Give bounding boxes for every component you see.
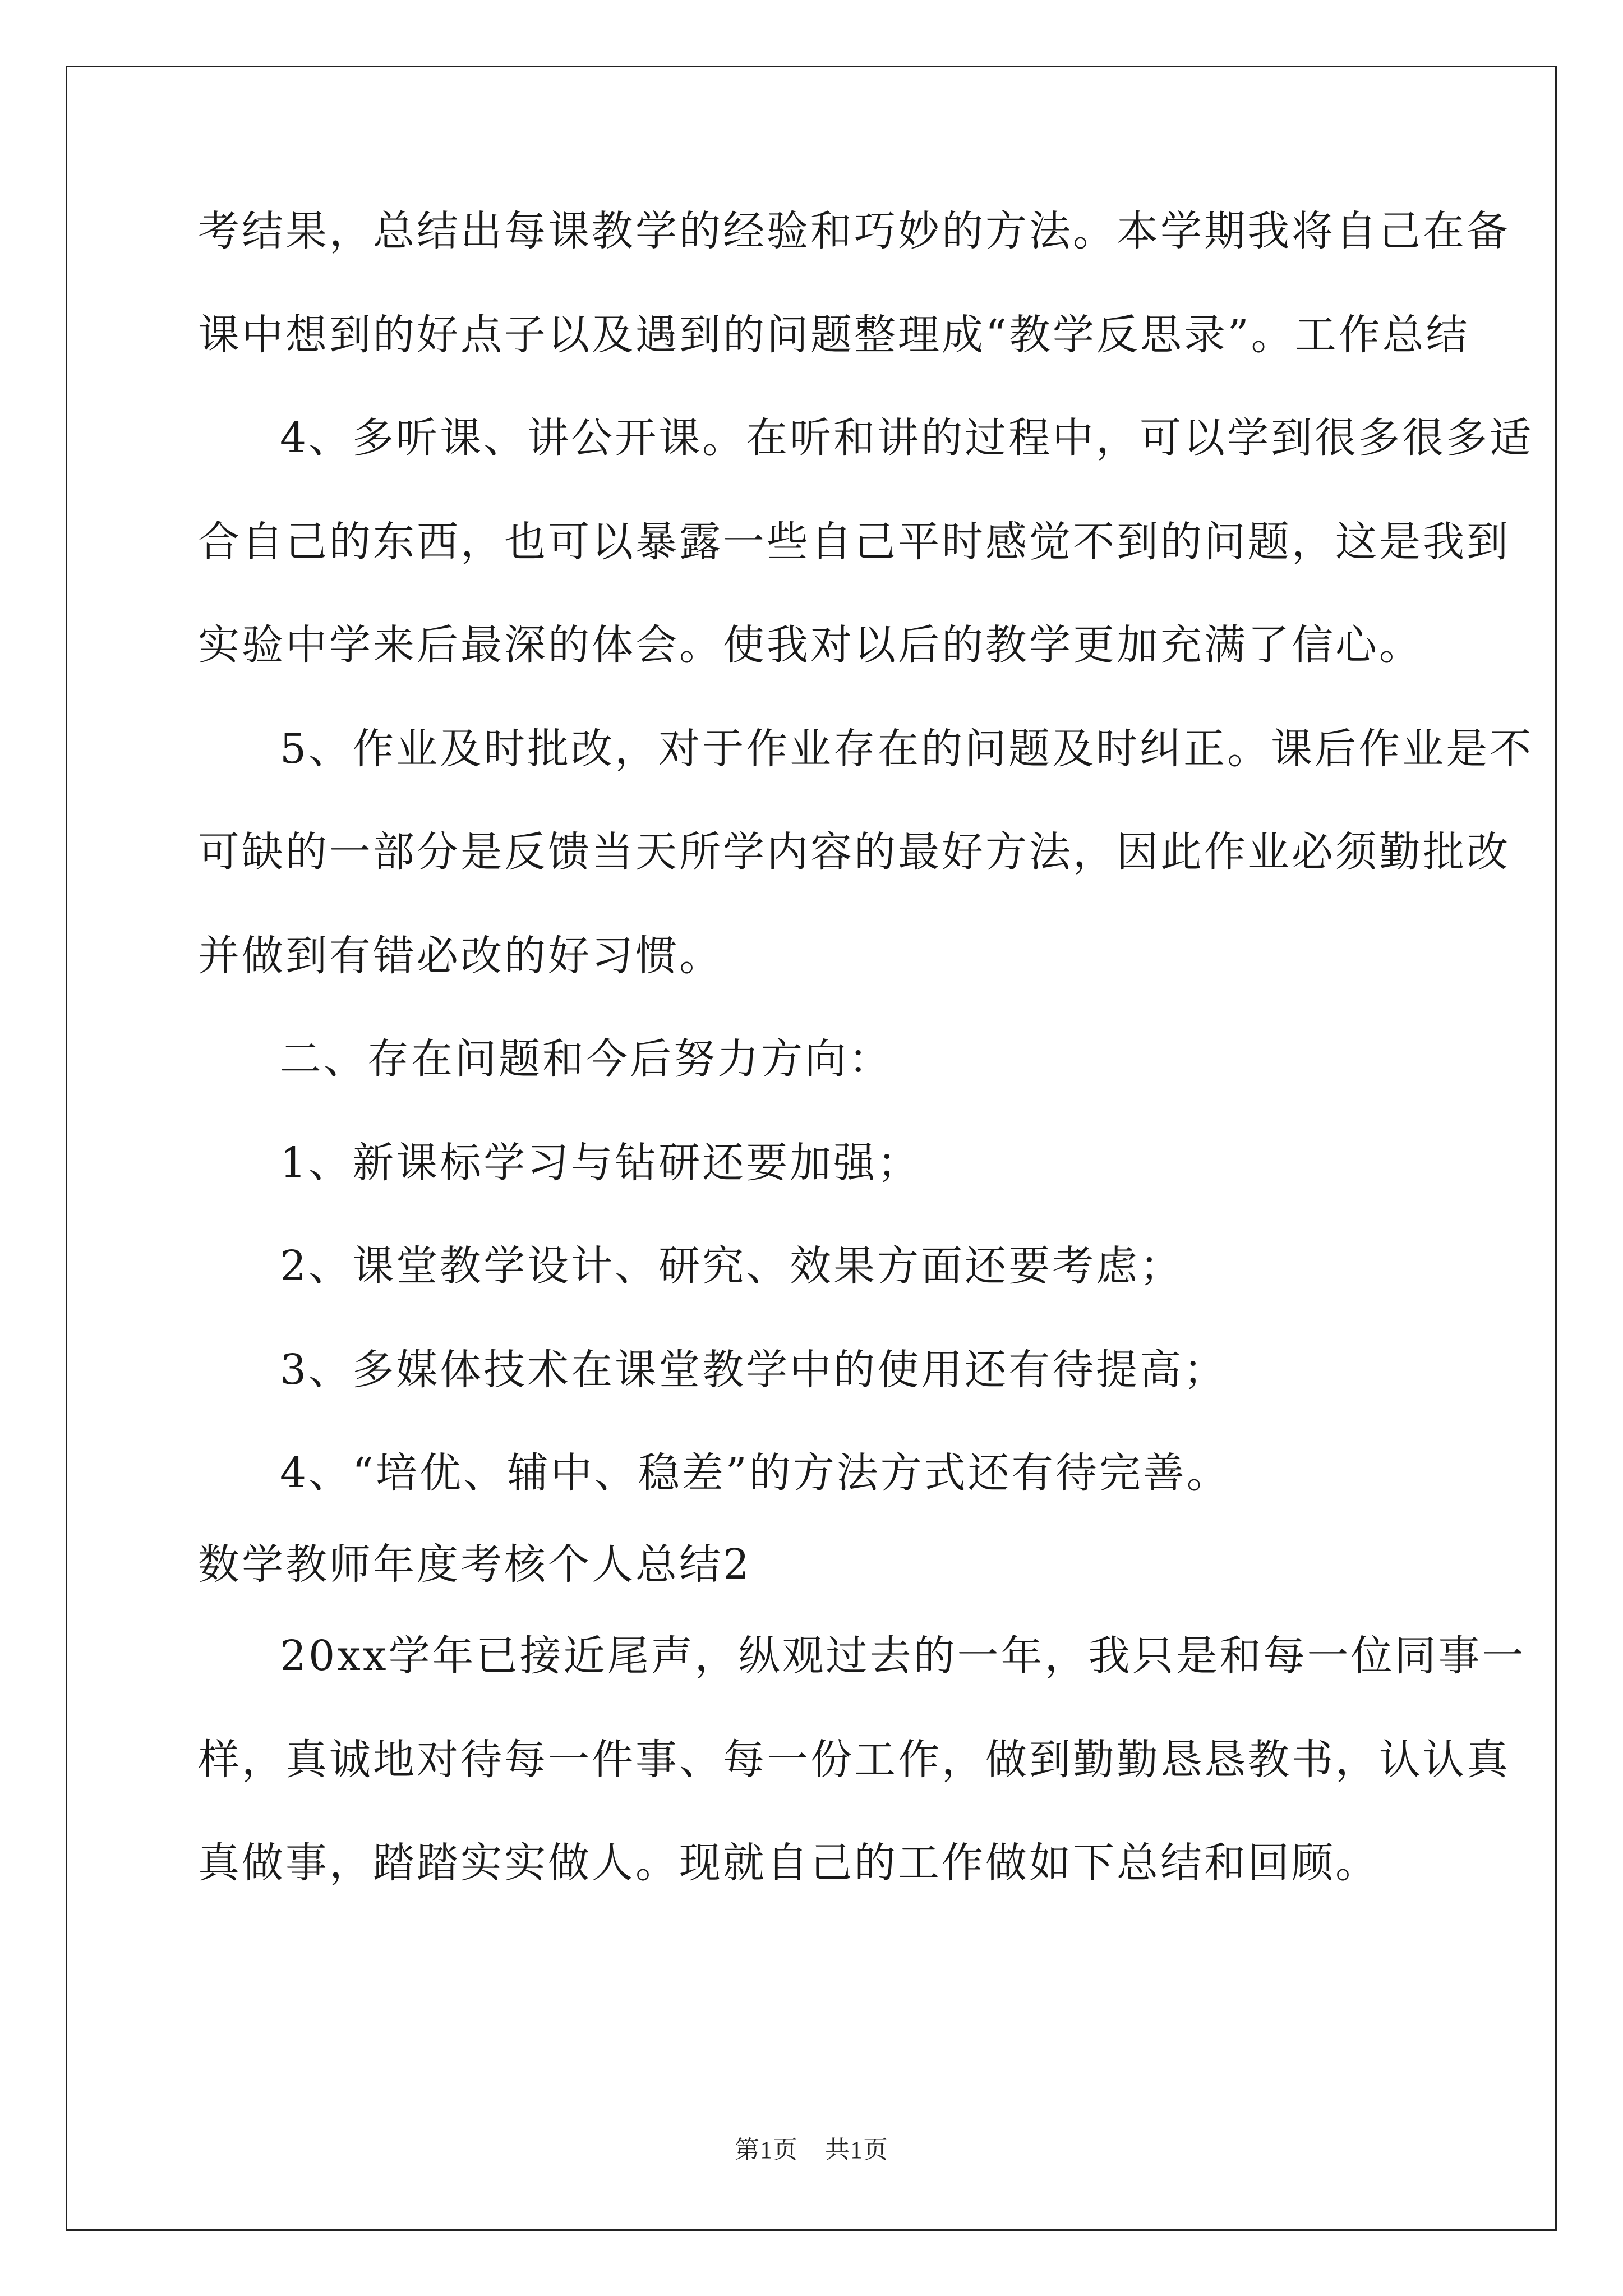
list-item: 1、新课标学习与钻研还要加强；: [280, 1138, 921, 1187]
text-line: 考结果，总结出每课教学的经验和巧妙的方法。本学期我将自己在备: [198, 207, 1510, 255]
page-footer: [0, 2129, 1623, 2165]
text-line: 并做到有错必改的好习惯。: [198, 931, 723, 980]
text-line: 可缺的一部分是反馈当天所学内容的最好方法，因此作业必须勤批改: [198, 828, 1510, 876]
list-item: 4、“培优、辅中、稳差”的方法方式还有待完善。: [280, 1449, 1230, 1497]
text-line: 实验中学来后最深的体会。使我对以后的教学更加充满了信心。: [198, 621, 1423, 669]
text-line: 合自己的东西，也可以暴露一些自己平时感觉不到的问题，这是我到: [198, 517, 1510, 566]
section-heading: 二、存在问题和今后努力方向：: [280, 1035, 892, 1083]
paragraph-start: 4、多听课、讲公开课。在听和讲的过程中，可以学到很多很多适: [280, 414, 1534, 462]
page-number: 第1页: [735, 2136, 798, 2164]
paragraph-start: 20xx学年已接近尾声，纵观过去的一年，我只是和每一位同事一: [280, 1632, 1526, 1680]
text-line: 样，真诚地对待每一件事、每一份工作，做到勤勤恳恳教书，认认真: [198, 1735, 1510, 1784]
text-line: 课中想到的好点子以及遇到的问题整理成“教学反思录”。工作总结: [198, 310, 1470, 359]
text-line: 真做事，踏踏实实做人。现就自己的工作做如下总结和回顾。: [198, 1839, 1379, 1887]
article-title: 数学教师年度考核个人总结2: [198, 1540, 752, 1589]
paragraph-start: 5、作业及时批改，对于作业存在的问题及时纠正。课后作业是不: [280, 724, 1534, 773]
list-item: 2、课堂教学设计、研究、效果方面还要考虑；: [280, 1242, 1184, 1290]
document-body: [198, 203, 1534, 1939]
page-total: 共1页: [825, 2136, 888, 2164]
list-item: 3、多媒体技术在课堂教学中的使用还有待提高；: [280, 1345, 1228, 1394]
